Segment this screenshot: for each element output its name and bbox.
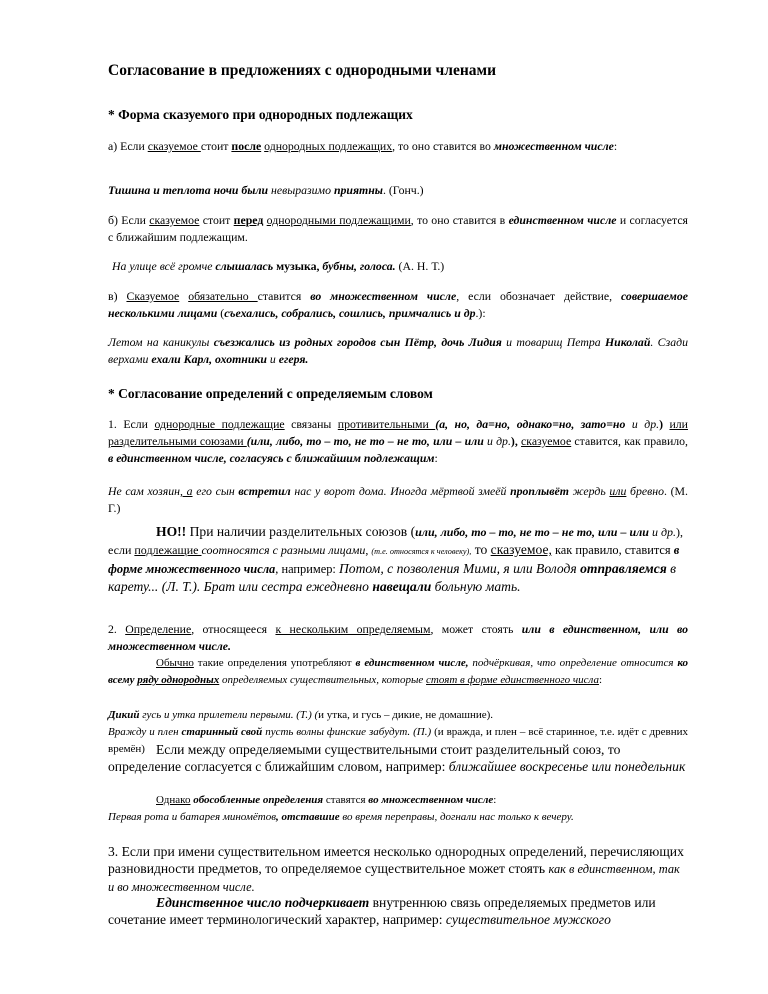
- text: навещали: [372, 579, 432, 594]
- text: . Сзади верхами: [108, 335, 688, 366]
- text: во время переправы, догнали нас только к вечеру.: [339, 811, 574, 823]
- text: или, либо, то – то, не то – не то, или – или: [415, 525, 649, 539]
- text: слышалась: [215, 259, 274, 273]
- text: , а: [180, 484, 193, 498]
- text: (т.е. относятся к человеку),: [371, 547, 472, 556]
- text: 3. Если при имени существительном имеется несколько однородных определений, перечисляющих разновидности предметов, то определяемое существительное может стоять: [108, 844, 684, 876]
- text: [179, 289, 188, 303]
- rule-2-disjunctive: [108, 741, 688, 775]
- text: , то оно ставится в: [410, 213, 509, 227]
- text: , если обозначает действие,: [456, 289, 621, 303]
- text: и: [266, 352, 279, 366]
- text: , например:: [275, 562, 339, 576]
- text: :: [493, 794, 497, 806]
- text: обязательно: [188, 289, 258, 303]
- example-2a: [108, 707, 688, 724]
- text: (и вражда, и плен – всё старинное, т.е. идёт с древних времён): [108, 726, 688, 755]
- text: съехались, собрались, сошлись, примчались и др: [224, 306, 476, 320]
- text: Летом на каникулы: [108, 335, 214, 349]
- text: а) Если: [108, 139, 148, 153]
- section-heading-attributes: * Согласование определений с определяемым словом: [108, 386, 433, 401]
- text: . (Гонч.): [382, 183, 424, 197]
- document-title: Согласование в предложениях с однородными членами: [108, 62, 497, 79]
- text: то: [471, 542, 491, 557]
- text: в карету... (Л. Т.). Брат или сестра ежедневно: [108, 561, 677, 594]
- text: и утка, и гусь – дикие, не домашние).: [318, 709, 494, 721]
- text: приятны: [333, 183, 383, 197]
- example-2c: [108, 809, 688, 826]
- text: Сказуемое: [126, 289, 180, 303]
- text: сказуемое,: [490, 542, 552, 557]
- text: однородных подлежащих: [264, 139, 393, 153]
- text: Обычно: [156, 657, 194, 669]
- text: При наличии разделительных союзов (: [186, 524, 416, 539]
- text: гусь и утка прилетели первыми. (Т.) (: [139, 709, 319, 721]
- text: ближайшее воскресенье или понедельник: [448, 759, 686, 774]
- note-no: [108, 523, 688, 595]
- text: и др.: [483, 434, 511, 448]
- text: (или, либо, то – то, не то – не то, или – или: [246, 434, 484, 448]
- text: пусть волны финские забудут. (П.): [262, 726, 432, 738]
- rule-a: [108, 138, 688, 155]
- text: в единственном числе, согласуясь с ближайшим подлежащим: [108, 451, 435, 465]
- text: ставится: [257, 289, 311, 303]
- text: или разделительными союзами: [108, 417, 688, 448]
- text: после: [231, 139, 262, 153]
- text: бубны, голоса.: [322, 259, 396, 273]
- text: съезжались из родных городов сын Пётр, дочь Лидия: [213, 335, 502, 349]
- text: стоит: [200, 139, 232, 153]
- text: :: [598, 674, 603, 686]
- example-b: [112, 258, 692, 275]
- text: сказуемое: [149, 213, 200, 227]
- example-1: [108, 483, 688, 517]
- text: определяемых существительных, которые: [219, 674, 427, 686]
- text: невыразимо: [268, 183, 334, 197]
- rule-2-usage: [108, 655, 688, 689]
- rule-1: [108, 416, 688, 467]
- text: Определение: [125, 622, 192, 636]
- text: в форме множественного числа: [108, 543, 680, 576]
- text: существительное мужского: [445, 912, 611, 927]
- text: и согласуется с ближайшим подлежащим.: [108, 213, 688, 244]
- text: подлежащие: [134, 543, 202, 557]
- text: , то оно ставится во: [392, 139, 494, 153]
- text: или: [609, 484, 627, 498]
- text: . (М. Г.): [108, 484, 688, 515]
- text: во множественном числе: [368, 794, 494, 806]
- text: б) Если: [108, 213, 150, 227]
- text: в единственном числе,: [355, 657, 469, 669]
- text: множественном числе: [493, 139, 614, 153]
- rule-3-singular: [108, 894, 688, 928]
- text: Потом, с позволения Мими, я или Володя: [338, 561, 581, 576]
- text: ), если: [108, 525, 684, 557]
- text: Не сам хозяин: [108, 484, 180, 498]
- text: (: [217, 306, 225, 320]
- text: отправляемся: [580, 561, 667, 576]
- text: и товарищ Петра: [501, 335, 605, 349]
- text: встретил: [238, 484, 291, 498]
- text: ): [659, 417, 663, 431]
- text: ко всему: [108, 657, 689, 686]
- text: или в единственном, или во множественном числе.: [108, 622, 688, 653]
- text: к нескольким определяемым: [275, 622, 431, 636]
- text: егеря.: [278, 352, 309, 366]
- text: внутреннюю связь определяемых предметов или сочетание имеет терминологический характер, например:: [108, 895, 656, 927]
- text: и др.: [625, 417, 660, 431]
- text: На улице всё громче: [112, 259, 216, 273]
- rule-c: [108, 288, 688, 322]
- text: подчёркивая, что определение относится: [468, 657, 678, 669]
- text: (а, но, да=но, однако=но, зато=но: [435, 417, 626, 431]
- text: Вражду и плен: [108, 726, 182, 738]
- text: , относящееся: [191, 622, 276, 636]
- text: ехали Карл, охотники: [151, 352, 267, 366]
- text: жердь: [568, 484, 610, 498]
- rule-2-detached: [108, 792, 688, 809]
- text: Если между определяемыми существительными стоит разделительный союз, то определение согласуется с ближайшим словом, например:: [108, 742, 621, 774]
- text: Николай: [605, 335, 651, 349]
- text: стоят в форме единственного числа: [426, 674, 599, 686]
- text: Первая рота и батарея миномётов: [108, 811, 277, 823]
- text: во множественном числе: [310, 289, 457, 303]
- text: как правило, ставится: [551, 543, 674, 557]
- text: сказуемое: [521, 434, 572, 448]
- text: ,: [365, 543, 372, 557]
- text: сказуемое: [147, 139, 201, 153]
- text: такие определения употребляют: [193, 657, 356, 669]
- text: как в единственном, так и во множественном числе.: [108, 862, 680, 894]
- text: больную мать.: [431, 579, 521, 594]
- text: , может стоять: [430, 622, 522, 636]
- text: Тишина и теплота ночи были: [108, 183, 269, 197]
- text: однородными подлежащими: [266, 213, 411, 227]
- text: совершаемое несколькими лицами: [108, 289, 688, 320]
- text: , отставшие: [276, 811, 340, 823]
- text: НО!!: [156, 524, 187, 539]
- text: соотносятся с разными лицами: [201, 543, 366, 557]
- text: Единственное число подчеркивает: [156, 895, 370, 910]
- text: обособленные определения: [193, 794, 324, 806]
- example-a: [108, 182, 688, 199]
- rule-b: [108, 212, 688, 246]
- text: связаны: [284, 417, 338, 431]
- text: ставится, как правило,: [571, 434, 688, 448]
- text: ставятся: [323, 794, 369, 806]
- text: бревно: [626, 484, 664, 498]
- text: Однако: [156, 794, 191, 806]
- text: .):: [475, 306, 486, 320]
- text: перед: [233, 213, 264, 227]
- text: стоит: [199, 213, 234, 227]
- text: музыка,: [273, 259, 323, 273]
- text: Дикий: [108, 709, 140, 721]
- text: противительными: [337, 417, 436, 431]
- section-heading-predicate: * Форма сказуемого при однородных подлежащих: [108, 107, 413, 122]
- text: (А. Н. Т.): [395, 259, 445, 273]
- text: старинный свой: [181, 726, 263, 738]
- text: 1. Если: [108, 417, 155, 431]
- rule-2: [108, 621, 688, 655]
- text: ),: [510, 434, 518, 448]
- text: однородные подлежащие: [154, 417, 285, 431]
- example-c: [108, 334, 688, 368]
- rule-3: [108, 843, 688, 896]
- text: в): [108, 289, 127, 303]
- text: :: [613, 139, 618, 153]
- text: и др.: [648, 525, 677, 539]
- text: :: [434, 451, 438, 465]
- text: 2.: [108, 622, 126, 636]
- text: ряду однородных: [137, 674, 220, 686]
- text: нас у ворот дома. Иногда мёртвой змеёй: [290, 484, 511, 498]
- text: его сын: [192, 484, 239, 498]
- text: единственном числе: [508, 213, 617, 227]
- text: проплывёт: [510, 484, 569, 498]
